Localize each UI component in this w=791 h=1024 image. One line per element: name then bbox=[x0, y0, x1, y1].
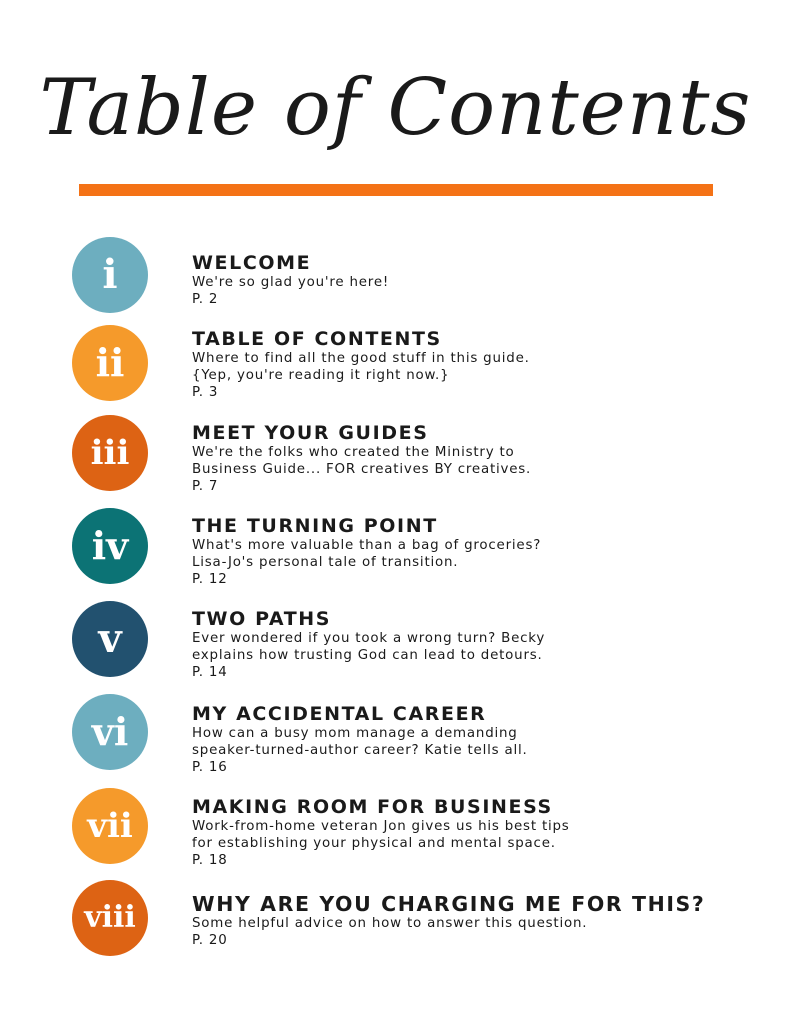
page-number: P. 2 bbox=[192, 292, 219, 307]
section-description: speaker-turned-author career? Katie tells all. bbox=[192, 743, 528, 758]
section-heading: THE TURNING POINT bbox=[192, 515, 438, 537]
page-number: P. 20 bbox=[192, 933, 228, 948]
section-description: explains how trusting God can lead to detours. bbox=[192, 648, 543, 663]
section-description: Business Guide... FOR creatives BY creatives. bbox=[192, 462, 532, 477]
entry-text bbox=[192, 252, 752, 308]
entry-text bbox=[192, 608, 752, 681]
section-description: Work-from-home veteran Jon gives us his best tips bbox=[192, 819, 570, 834]
page-number: P. 18 bbox=[192, 853, 228, 868]
section-heading: TWO PATHS bbox=[192, 608, 332, 630]
entry-text bbox=[192, 796, 752, 869]
section-number-badge: v bbox=[72, 601, 148, 677]
entry-text bbox=[192, 515, 752, 588]
section-description: for establishing your physical and mental space. bbox=[192, 836, 556, 851]
title-divider bbox=[79, 184, 713, 196]
section-number-badge: vii bbox=[72, 788, 148, 864]
section-description: How can a busy mom manage a demanding bbox=[192, 726, 518, 741]
section-number-badge: viii bbox=[72, 880, 148, 956]
page-title: Table of Contents bbox=[39, 63, 752, 153]
section-number-badge: vi bbox=[72, 694, 148, 770]
section-number-badge: ii bbox=[72, 325, 148, 401]
page-number: P. 16 bbox=[192, 760, 228, 775]
page-number: P. 14 bbox=[192, 665, 228, 680]
section-heading: WHY ARE YOU CHARGING ME FOR THIS? bbox=[192, 892, 706, 916]
section-heading: WELCOME bbox=[192, 252, 312, 274]
section-description: Some helpful advice on how to answer this question. bbox=[192, 916, 588, 931]
section-description: We're the folks who created the Ministry to bbox=[192, 445, 515, 460]
section-description: {Yep, you're reading it right now.} bbox=[192, 368, 450, 383]
section-description: Ever wondered if you took a wrong turn? Becky bbox=[192, 631, 546, 646]
section-number-badge: iv bbox=[72, 508, 148, 584]
section-number-badge: iii bbox=[72, 415, 148, 491]
section-heading: TABLE OF CONTENTS bbox=[192, 328, 442, 350]
entry-text bbox=[192, 893, 752, 949]
page-number: P. 3 bbox=[192, 385, 219, 400]
entry-text bbox=[192, 328, 752, 401]
section-description: We're so glad you're here! bbox=[192, 275, 390, 290]
entry-text bbox=[192, 422, 752, 495]
page-number: P. 12 bbox=[192, 572, 228, 587]
section-heading: MY ACCIDENTAL CAREER bbox=[192, 703, 487, 725]
page-number: P. 7 bbox=[192, 479, 219, 494]
entry-text bbox=[192, 703, 752, 776]
section-description: What's more valuable than a bag of groceries? bbox=[192, 538, 542, 553]
section-number-badge: i bbox=[72, 237, 148, 313]
section-heading: MEET YOUR GUIDES bbox=[192, 422, 429, 444]
section-heading: MAKING ROOM FOR BUSINESS bbox=[192, 796, 553, 818]
section-description: Lisa-Jo's personal tale of transition. bbox=[192, 555, 459, 570]
section-description: Where to find all the good stuff in this guide. bbox=[192, 351, 530, 366]
